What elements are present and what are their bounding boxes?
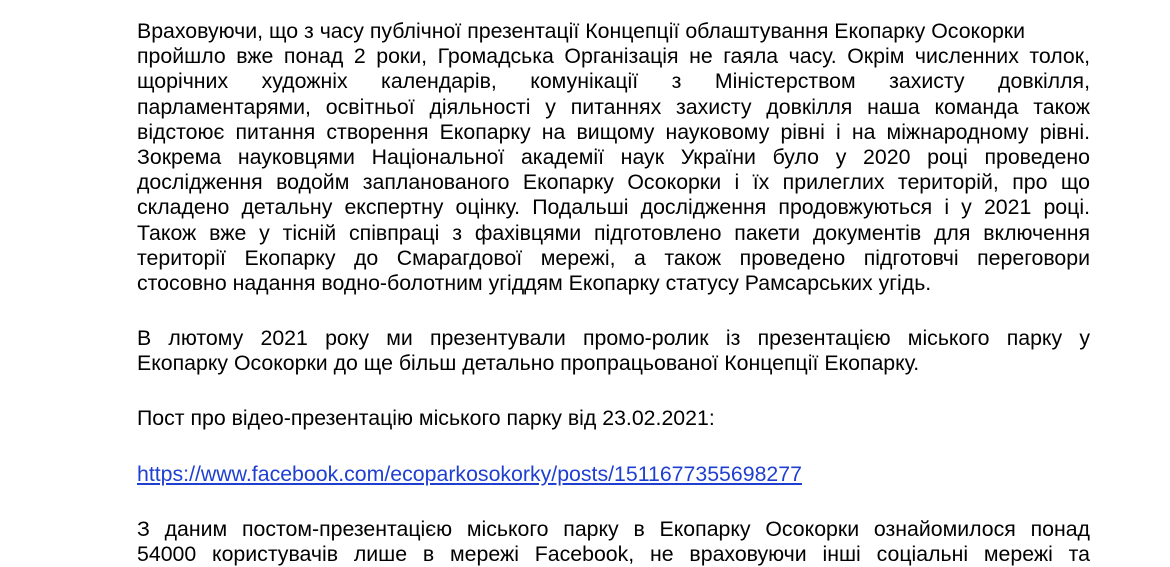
text-line: пройшло вже понад 2 роки, Громадська Організація не гаяла часу. Окрім численних толок, bbox=[137, 44, 1090, 69]
text-line: В лютому 2021 року ми презентували промо-ролик із презентацією міського парку у bbox=[137, 326, 1090, 351]
facebook-post-link[interactable]: https://www.facebook.com/ecoparkosokorky/posts/1511677355698277 bbox=[137, 461, 802, 486]
paragraph-promo-video bbox=[137, 326, 1090, 376]
paragraph-audience-reach bbox=[137, 517, 1090, 567]
text-line: щорічних художніх календарів, комунікації з Міністерством захисту довкілля, bbox=[137, 69, 1090, 94]
paragraph-post-caption bbox=[137, 406, 1090, 431]
text-line: дослідження водойм запланованого Екопарку Осокорки і їх прилеглих територій, про що bbox=[137, 170, 1090, 195]
text-line: Пост про відео-презентацію міського парку від 23.02.2021: bbox=[137, 406, 715, 431]
text-line: території Екопарку до Смарагдової мережі, а також проведено підготовчі переговори bbox=[137, 245, 1090, 270]
paragraph-spacer bbox=[137, 296, 1090, 326]
document-body bbox=[137, 19, 1090, 567]
paragraph-post-link bbox=[137, 462, 1090, 487]
text-line: складено детальну експертну оцінку. Подальші дослідження продовжуються і у 2021 році. bbox=[137, 195, 1090, 220]
paragraph-ecopark-history bbox=[137, 19, 1090, 296]
text-line: Також вже у тісній співпраці з фахівцями підготовлено пакети документів для включення bbox=[137, 220, 1090, 245]
text-line: Екопарку Осокорки до ще більш детально пропрацьованої Концепції Екопарку. bbox=[137, 351, 920, 376]
text-line: відстоює питання створення Екопарку на вищому науковому рівні і на міжнародному рівні. bbox=[137, 119, 1090, 144]
text-line: парламентарями, освітньої діяльності у питаннях захисту довкілля наша команда також bbox=[137, 94, 1090, 119]
text-line: стосовно надання водно-болотним угіддям Екопарку статусу Рамсарських угідь. bbox=[137, 270, 932, 295]
text-line: Враховуючи, що з часу публічної презентації Концепції облаштування Екопарку Осокорки bbox=[137, 19, 1026, 43]
paragraph-spacer bbox=[137, 432, 1090, 462]
paragraph-spacer bbox=[137, 487, 1090, 517]
text-line: Зокрема науковцями Національної академії наук України було у 2020 році проведено bbox=[137, 144, 1090, 169]
text-line: З даним постом-презентацією міського парку в Екопарку Осокорки ознайомилося понад bbox=[137, 516, 1090, 541]
paragraph-spacer bbox=[137, 376, 1090, 406]
text-line: 54000 користувачів лише в мережі Facebook, не враховуючи інші соціальні мережі та bbox=[137, 542, 1090, 566]
